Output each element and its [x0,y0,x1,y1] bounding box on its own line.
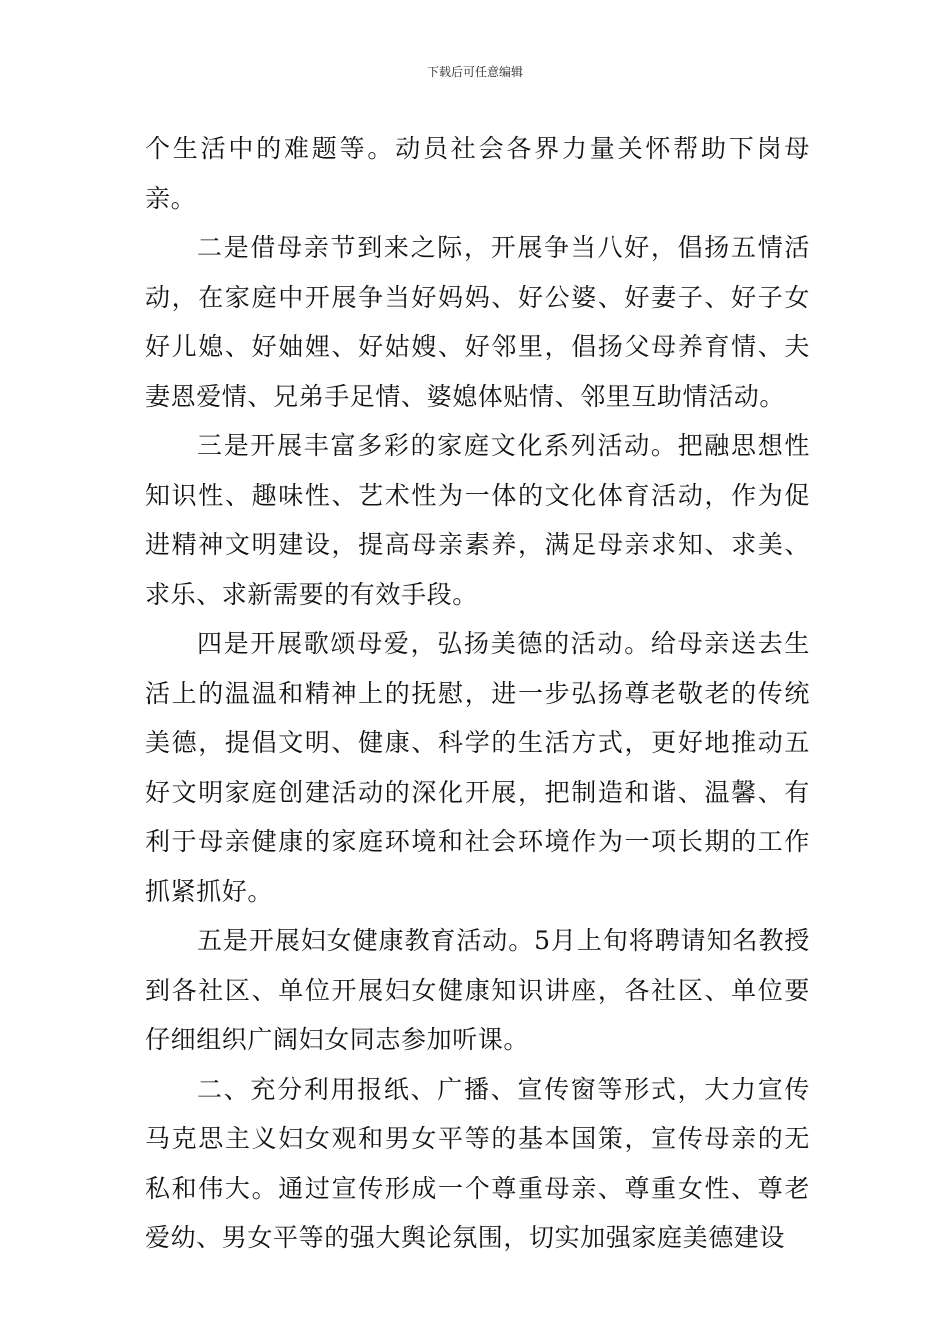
paragraph-5: 五是开展妇女健康教育活动。5月上旬将聘请知名教授到各社区、单位开展妇女健康知识讲座，各社区、单位要仔细组织广阔妇女同志参加听课。 [145,926,810,1054]
paragraph-1: 个生活中的难题等。动员社会各界力量关怀帮助下岗母亲。 [145,134,810,213]
document-body [145,124,810,1263]
paragraph-6: 二、充分利用报纸、广播、宣传窗等形式，大力宣传马克思主义妇女观和男女平等的基本国策，宣传母亲的无私和伟大。通过宣传形成一个尊重母亲、尊重女性、尊老爱幼、男女平等的强大舆论氛围，切实加强家庭美德建设 [145,1074,810,1252]
paragraph-4: 四是开展歌颂母爱，弘扬美德的活动。给母亲送去生活上的温温和精神上的抚慰，进一步弘扬尊老敬老的传统美德，提倡文明、健康、科学的生活方式，更好地推动五好文明家庭创建活动的深化开展，把制造和谐、温馨、有利于母亲健康的家庭环境和社会环境作为一项长期的工作抓紧抓好。 [145,629,810,906]
paragraph-2: 二是借母亲节到来之际，开展争当八好，倡扬五情活动，在家庭中开展争当好妈妈、好公婆、好妻子、好子女好儿媳、好妯娌、好姑嫂、好邻里，倡扬父母养育情、夫妻恩爱情、兄弟手足情、婆媳体贴情、邻里互助情活动。 [145,233,810,411]
paragraph-3: 三是开展丰富多彩的家庭文化系列活动。把融思想性知识性、趣味性、艺术性为一体的文化体育活动，作为促进精神文明建设，提高母亲素养，满足母亲求知、求美、求乐、求新需要的有效手段。 [145,431,810,609]
page-header-note: 下载后可任意编辑 [426,65,523,79]
